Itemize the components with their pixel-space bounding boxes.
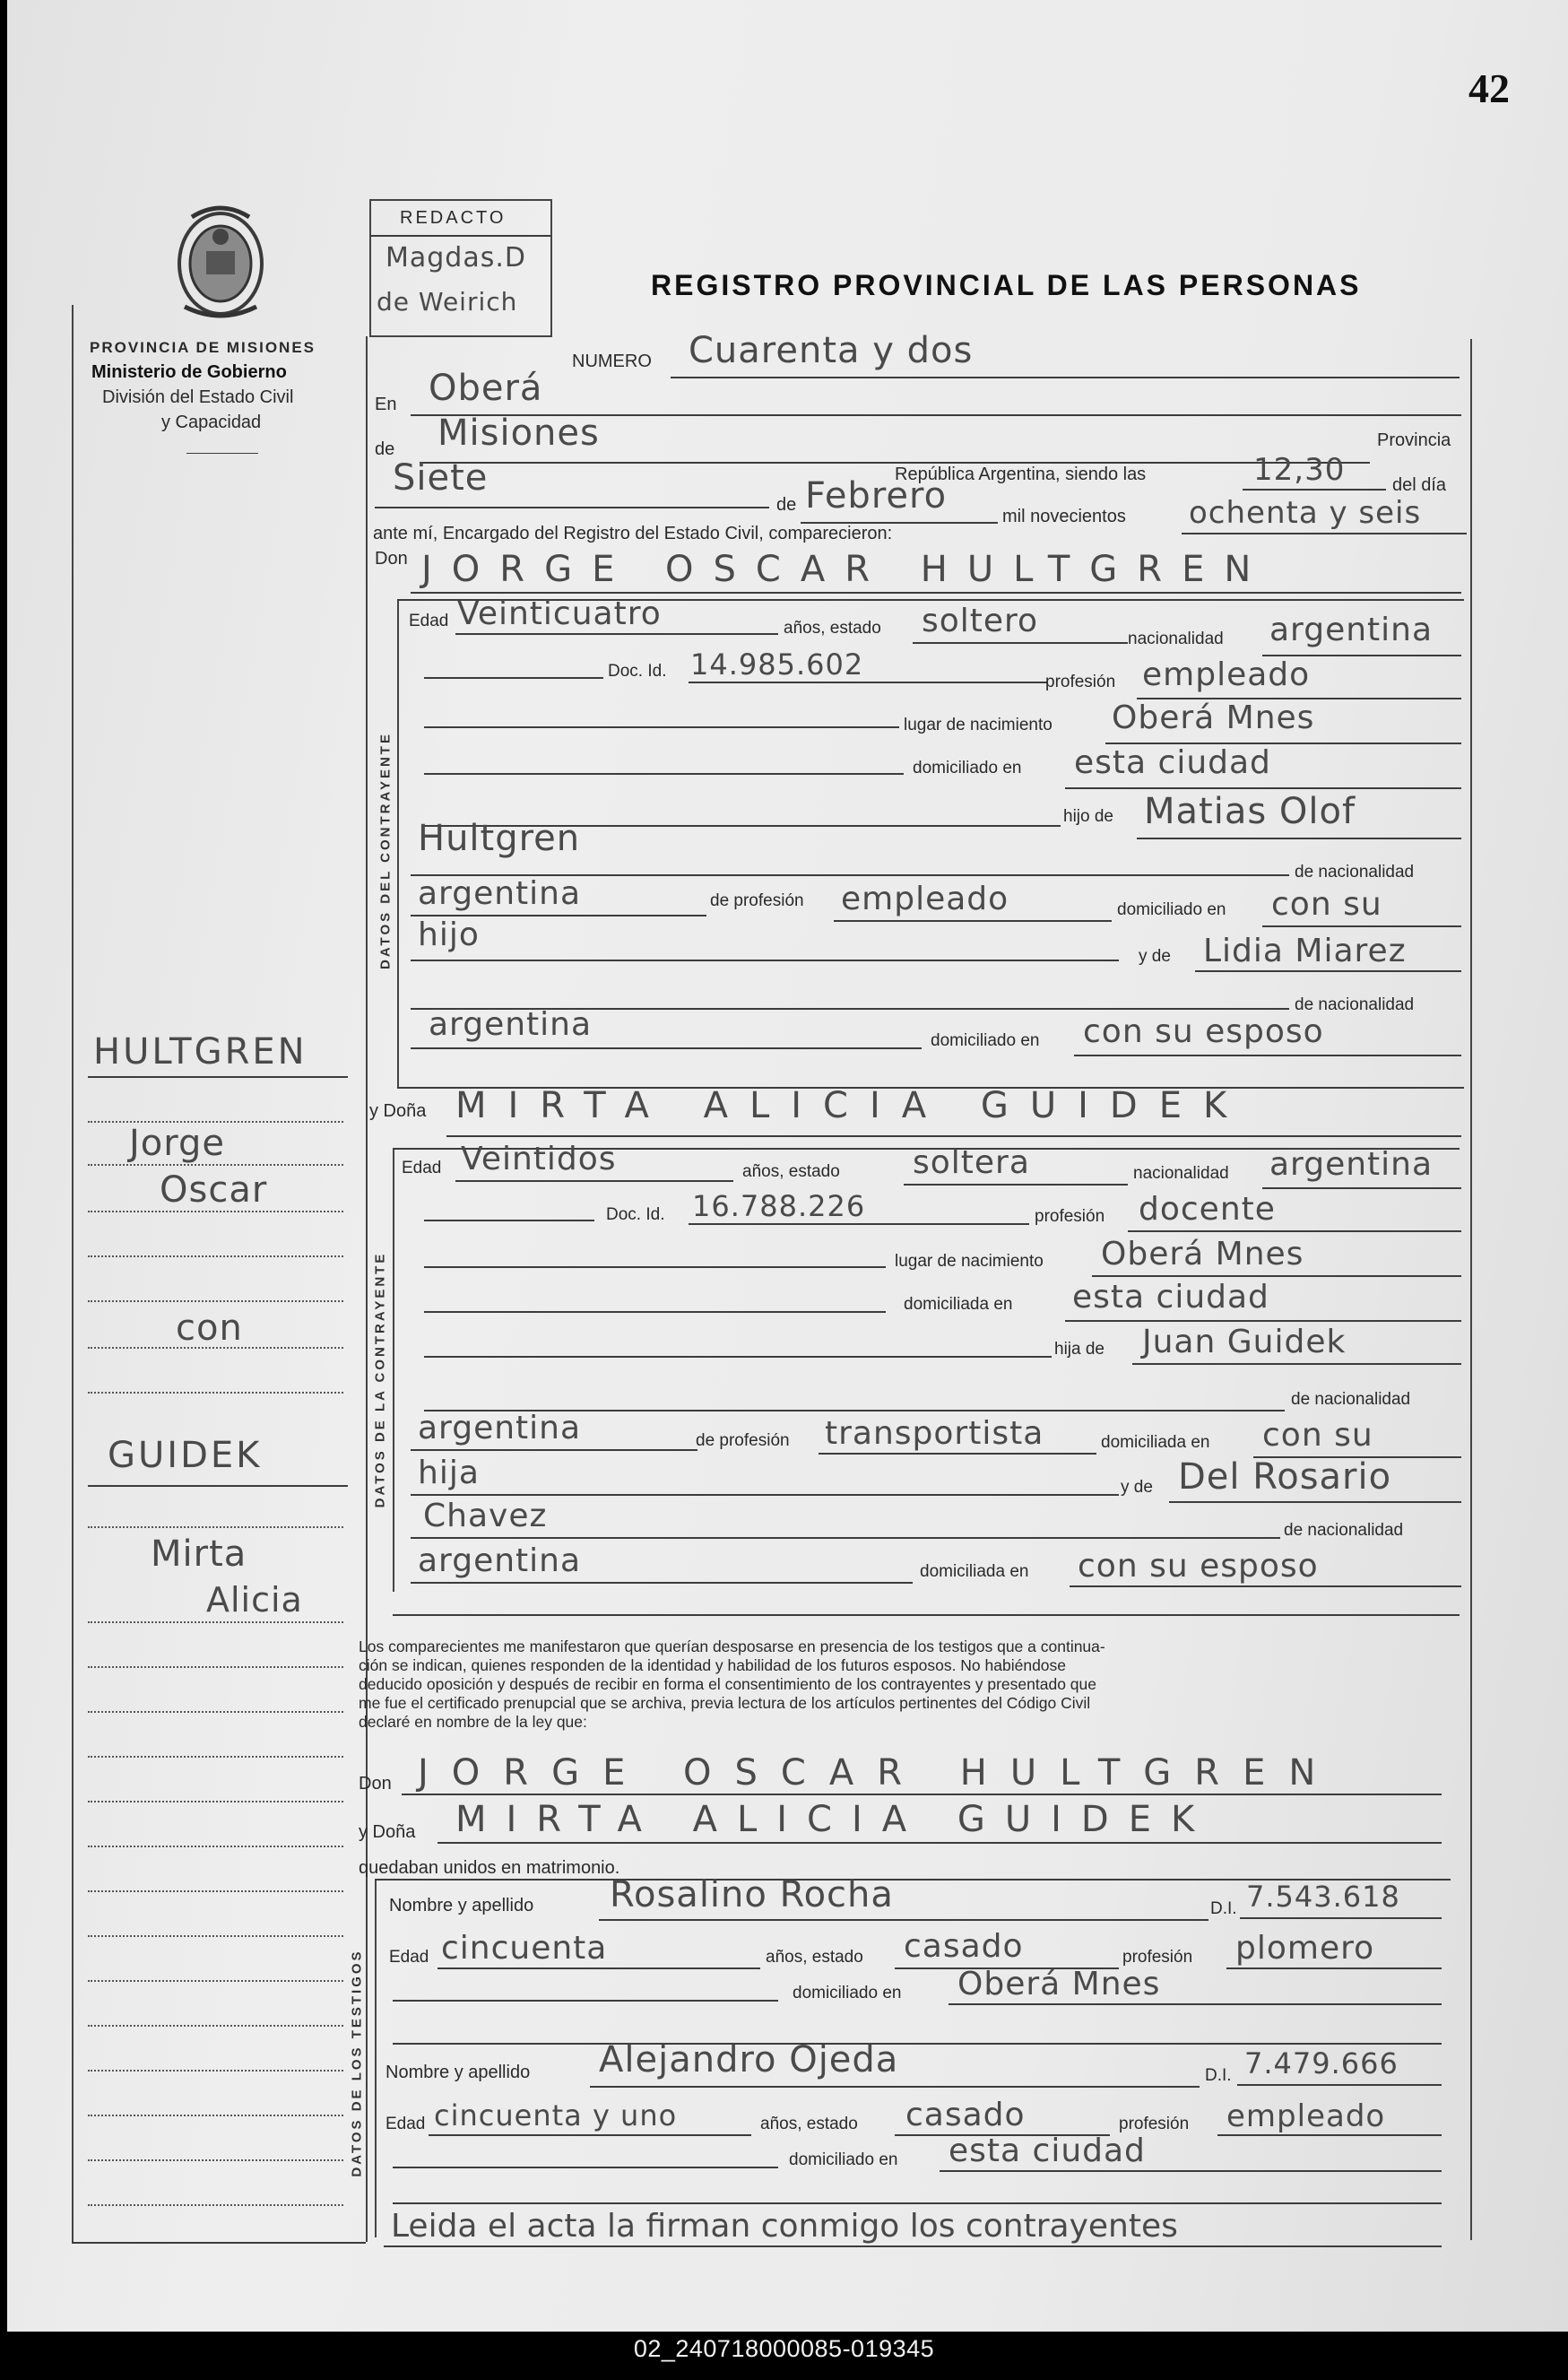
right-border [1470,339,1472,2240]
margin-dotted-line [88,2204,343,2206]
line-padre-prof-bride [819,1453,1096,1455]
label-del-dia: del día [1392,475,1447,495]
value-padre-bride: Juan Guidek [1142,1324,1347,1360]
line-w1-edad [437,1967,760,1969]
label-madre-nac-bride: de nacionalidad [1284,1521,1404,1540]
value-padre-dom-groom: con su [1271,886,1382,923]
label-padre-prof-bride: de profesión [696,1431,790,1450]
label-w1-nombre: Nombre y apellido [389,1896,534,1915]
margin-apellido2: GUIDEK [108,1435,263,1476]
value-province: Misiones [437,413,600,454]
label-de-provincia: de [375,439,395,459]
line-padre-bride [1132,1363,1461,1365]
value-nac-groom: argentina [1269,612,1434,648]
label-prof-bride: profesión [1035,1207,1105,1226]
value-madre-bride: Del Rosario [1178,1456,1392,1498]
margin-nombre2b: Alicia [206,1580,303,1620]
label-w1-profesion: profesión [1122,1948,1193,1967]
label-w1-estado: años, estado [766,1948,863,1967]
margin-dotted-line [88,1756,343,1758]
value-w1-di: 7.543.618 [1246,1880,1400,1914]
value-w1-nombre: Rosalino Rocha [610,1874,894,1915]
org-province: PROVINCIA DE MISIONES [90,339,316,356]
line-estado-bride [904,1184,1128,1186]
value-w2-estado: casado [905,2097,1026,2133]
line-w2-profesion [1217,2134,1442,2136]
line-madre-pre-groom [411,960,1119,961]
label-hijo-groom: hijo de [1063,807,1113,826]
label-doc-groom: Doc. Id. [608,662,667,681]
label-madre-nac-groom: de nacionalidad [1295,995,1415,1014]
label-decl-don: Don [359,1774,392,1794]
redacto-title: REDACTO [400,208,507,228]
label-mil-novecientos: mil novecientos [1002,507,1126,526]
margin-dotted-line [88,1935,343,1937]
line-w2-nombre [590,2086,1200,2088]
margin-dotted-line [88,1392,343,1394]
line-prof-bride [1128,1230,1461,1232]
margin-dotted-line [88,1890,343,1892]
margin-apellido1: HULTGREN [93,1031,308,1073]
value-doc-groom: 14.985.602 [690,647,864,682]
label-dona: y Doña [369,1101,427,1121]
document-page [7,0,1568,2332]
line-padre-dom-groom [1262,925,1461,927]
value-w2-profesion: empleado [1226,2098,1386,2134]
bride-block-bottom [393,1614,1460,1616]
left-column-border [72,305,74,2242]
margin-line [88,1485,348,1487]
label-estado-groom: años, estado [784,619,881,638]
value-estado-bride: soltera [913,1144,1030,1181]
value-madre-nac-groom: argentina [429,1006,593,1043]
margin-dotted-line [88,1980,343,1982]
line-decl-don [402,1794,1442,1795]
label-w1-dom: domiciliado en [793,1984,902,2002]
line-lugar-pre-bride [424,1266,886,1268]
value-padre-dom-bride: con su [1262,1417,1373,1454]
value-padre-dom2-bride: hija [418,1455,480,1491]
line-province [420,462,1370,464]
label-datos-testigos: DATOS DE LOS TESTIGOS [349,1949,365,2177]
value-decl-don: JORGE OSCAR HULTGREN [418,1752,1339,1794]
groom-block-border [397,599,399,1088]
margin-dotted-line [88,1526,343,1528]
margin-dotted-line [88,2025,343,2027]
label-w2-estado: años, estado [760,2115,858,2133]
margin-nombre2a: Mirta [151,1533,247,1575]
value-w1-profesion: plomero [1235,1930,1375,1967]
margin-dotted-line [88,1621,343,1623]
value-dom-groom: esta ciudad [1074,744,1271,781]
label-nac-groom: nacionalidad [1128,630,1224,648]
value-padre-groom: Matias Olof [1144,791,1356,832]
label-w1-di: D.I. [1210,1899,1237,1918]
margin-nombre1a: Jorge [129,1123,226,1164]
label-w1-edad: Edad [389,1948,429,1967]
label-hija-bride: hija de [1054,1340,1105,1359]
label-prof-groom: profesión [1045,673,1116,691]
line-lugar-bride [1092,1275,1461,1277]
declaration-paragraph [359,1637,1461,1732]
line-w1-nombre [599,1919,1208,1921]
redacto-signature-2: de Weirich [377,287,518,317]
label-republica: República Argentina, siendo las [895,465,1147,484]
redacto-divider [371,235,550,237]
line-lugar-pre-groom [424,726,899,728]
line-dom-groom [1065,787,1461,789]
line-closing [384,2245,1442,2247]
line-w1-dom [949,2003,1442,2005]
value-w1-estado: casado [904,1928,1024,1965]
bride-block-border [393,1148,394,1592]
margin-dotted-line [88,1666,343,1668]
line-dom-pre-bride [424,1311,886,1313]
line-dom-bride [1065,1320,1461,1322]
line-dia [375,507,769,508]
line-hija-pre-bride [424,1356,1052,1358]
label-de-mes: de [776,495,797,515]
line-doc-pre-bride [424,1220,594,1221]
label-w2-edad: Edad [386,2115,426,2133]
label-dom-bride: domiciliada en [904,1295,1013,1314]
line-w2-end [393,2202,1442,2204]
label-numero: NUMERO [572,352,652,371]
value-lugar-groom: Oberá Mnes [1112,699,1315,736]
label-lugar-groom: lugar de nacimiento [904,716,1053,734]
line-madre-dom-bride [1070,1585,1461,1587]
line-w1-profesion [1226,1967,1442,1969]
margin-con: con [176,1307,243,1349]
value-madre-groom: Lidia Miarez [1203,933,1407,969]
line-madre-nac-bride [411,1582,913,1584]
value-lugar-bride: Oberá Mnes [1101,1236,1304,1273]
margin-dotted-line [88,2070,343,2072]
declaration-line: me fue el certificado prenupcial que se archiva, previa lectura de los artículos pertinentes del Código Civil [359,1694,1091,1712]
value-dia: Siete [393,457,489,499]
value-numero: Cuarenta y dos [689,330,974,371]
label-edad-bride: Edad [402,1159,442,1177]
value-padre-nac-bride: argentina [418,1410,582,1446]
line-w2-dom-pre [393,2167,778,2168]
label-provincia: Provincia [1377,430,1451,450]
label-estado-bride: años, estado [742,1162,840,1181]
label-w2-di: D.I. [1205,2066,1232,2085]
label-madre-dom-bride: domiciliada en [920,1562,1029,1581]
label-edad-groom: Edad [409,612,449,630]
margin-dotted-line [88,1846,343,1847]
label-don: Don [375,549,408,569]
label-padre-dom-bride: domiciliada en [1101,1433,1210,1452]
value-anio: ochenta y seis [1189,495,1422,531]
line-hora [1243,489,1386,491]
declaration-line: ción se indican, quienes responden de la identidad y habilidad de los futuros esposos. No habiéndose [359,1656,1067,1674]
line-dona [446,1135,1461,1137]
value-mes: Febrero [805,475,948,517]
label-decl-dona: y Doña [359,1822,416,1842]
margin-bottom-line [72,2242,366,2244]
label-w2-dom: domiciliado en [789,2150,898,2169]
label-dom-groom: domiciliado en [913,759,1022,777]
label-y-de-bride: y de [1121,1478,1153,1497]
value-prof-groom: empleado [1142,656,1311,693]
label-datos-contrayente: DATOS DEL CONTRAYENTE [377,732,394,969]
value-w2-di: 7.479.666 [1244,2046,1399,2080]
line-w2-dom [940,2170,1442,2172]
label-padre-prof-groom: de profesión [710,891,804,910]
value-nac-bride: argentina [1269,1146,1434,1183]
value-padre-prof-bride: transportista [825,1415,1044,1452]
value-w2-edad: cincuenta y uno [434,2098,678,2132]
line-w1-end [393,2043,1442,2045]
line-nac-bride [1262,1187,1461,1189]
label-en: En [375,395,397,414]
line-w2-edad [429,2134,751,2136]
page-number: 42 [1468,65,1510,111]
value-w1-dom: Oberá Mnes [957,1966,1161,2002]
label-padre-nac-bride: de nacionalidad [1291,1390,1411,1409]
margin-line [88,1076,348,1078]
line-w1-dom-pre [393,2000,778,2002]
witness-block-border [375,1879,377,2237]
value-padre2-groom: Hultgren [418,818,581,859]
value-w2-nombre: Alejandro Ojeda [599,2039,899,2080]
margin-dotted-line [88,2159,343,2161]
closing-sentence: Leida el acta la firman conmigo los contrayentes [391,2208,1178,2245]
margin-dotted-line [88,1711,343,1713]
value-padre-dom2-groom: hijo [418,916,480,953]
label-padre-dom-groom: domiciliado en [1117,900,1226,919]
org-ministry: Ministerio de Gobierno [91,362,287,382]
line-dom-pre-groom [424,773,904,775]
margin-nombre1b: Oscar [160,1169,268,1211]
margin-dotted-line [88,2115,343,2116]
line-w2-di [1237,2084,1442,2086]
value-padre-prof-groom: empleado [841,881,1009,917]
footer-id: 02_240718000085-019345 [633,2335,935,2362]
declaration-line: deducido oposición y después de recibir en forma el consentimiento de los contrayentes y presentado que [359,1675,1097,1693]
redacto-stamp [369,199,552,337]
label-w2-profesion: profesión [1119,2115,1190,2133]
declaration-line: declaré en nombre de la ley que: [359,1713,587,1731]
value-dona: MIRTA ALICIA GUIDEK [455,1085,1249,1126]
declaration-line: Los comparecientes me manifestaron que querían desposarse en presencia de los testigos que a continua- [359,1637,1105,1655]
line-w1-di [1240,1917,1442,1919]
value-edad-bride: Veintidos [461,1141,617,1177]
line-madre-cont-bride [411,1537,1280,1539]
coat-of-arms-emblem [167,199,274,325]
line-decl-dona [437,1842,1442,1844]
line-madre-bride [1169,1501,1461,1503]
value-madre2-bride: Chavez [423,1498,548,1534]
value-padre-nac-groom: argentina [418,875,582,912]
margin-dotted-line [88,1211,343,1212]
label-lugar-bride: lugar de nacimiento [895,1252,1044,1271]
org-division: División del Estado Civil [102,387,294,407]
label-y-de-groom: y de [1139,947,1171,966]
line-estado-groom [913,642,1128,644]
page-title: REGISTRO PROVINCIAL DE LAS PERSONAS [651,269,1362,301]
line-doc-groom [689,682,1047,683]
value-don: JORGE OSCAR HULTGREN [421,549,1271,590]
label-datos-contrayente-f: DATOS DE LA CONTRAYENTE [372,1251,388,1508]
line-madre-pre-bride [411,1494,1119,1496]
value-prof-bride: docente [1139,1191,1276,1228]
line-padre-prof-groom [834,920,1112,922]
label-padre-nac-groom: de nacionalidad [1295,863,1415,882]
line-doc-bride [689,1223,1029,1225]
label-w2-nombre: Nombre y apellido [386,2063,531,2082]
org-divider [186,453,258,454]
value-en: Oberá [429,368,543,409]
line-numero [671,377,1460,378]
org-capacity: y Capacidad [161,413,262,432]
line-edad-bride [455,1180,733,1182]
line-madre-groom [1195,970,1461,972]
line-anio [1182,533,1467,534]
label-quedaban: quedaban unidos en matrimonio. [359,1858,620,1878]
line-doc-pre-groom [424,677,603,679]
value-hora: 12,30 [1253,452,1346,488]
value-estado-groom: soltero [922,603,1039,639]
value-madre-dom-groom: con su esposo [1083,1013,1324,1050]
line-padre-nac-bride [411,1449,697,1451]
line-madre-nac-groom [411,1047,922,1049]
value-w1-edad: cincuenta [441,1930,608,1967]
value-w2-dom: esta ciudad [949,2132,1146,2169]
value-madre-nac-bride: argentina [418,1542,582,1579]
margin-dotted-line [88,1801,343,1802]
label-nac-bride: nacionalidad [1133,1164,1229,1183]
margin-dotted-line [88,1347,343,1349]
value-edad-groom: Veinticuatro [457,595,662,632]
main-column-border [366,336,368,2242]
margin-dotted-line [88,1255,343,1257]
margin-dotted-line [88,1300,343,1302]
line-edad-groom [455,633,778,635]
label-madre-dom-groom: domiciliado en [931,1031,1040,1050]
label-doc-bride: Doc. Id. [606,1205,665,1224]
value-decl-dona: MIRTA ALICIA GUIDEK [455,1799,1215,1840]
line-padre-groom [1137,838,1461,839]
label-ante-mi: ante mí, Encargado del Registro del Estado Civil, comparecieron: [373,524,893,543]
line-madre-dom-groom [1074,1055,1461,1056]
value-dom-bride: esta ciudad [1072,1279,1269,1316]
value-doc-bride: 16.788.226 [692,1189,866,1223]
redacto-signature-1: Magdas.D [386,242,527,274]
value-madre-dom-bride: con su esposo [1078,1548,1319,1585]
margin-dotted-line [88,1164,343,1166]
line-don [411,592,1461,594]
